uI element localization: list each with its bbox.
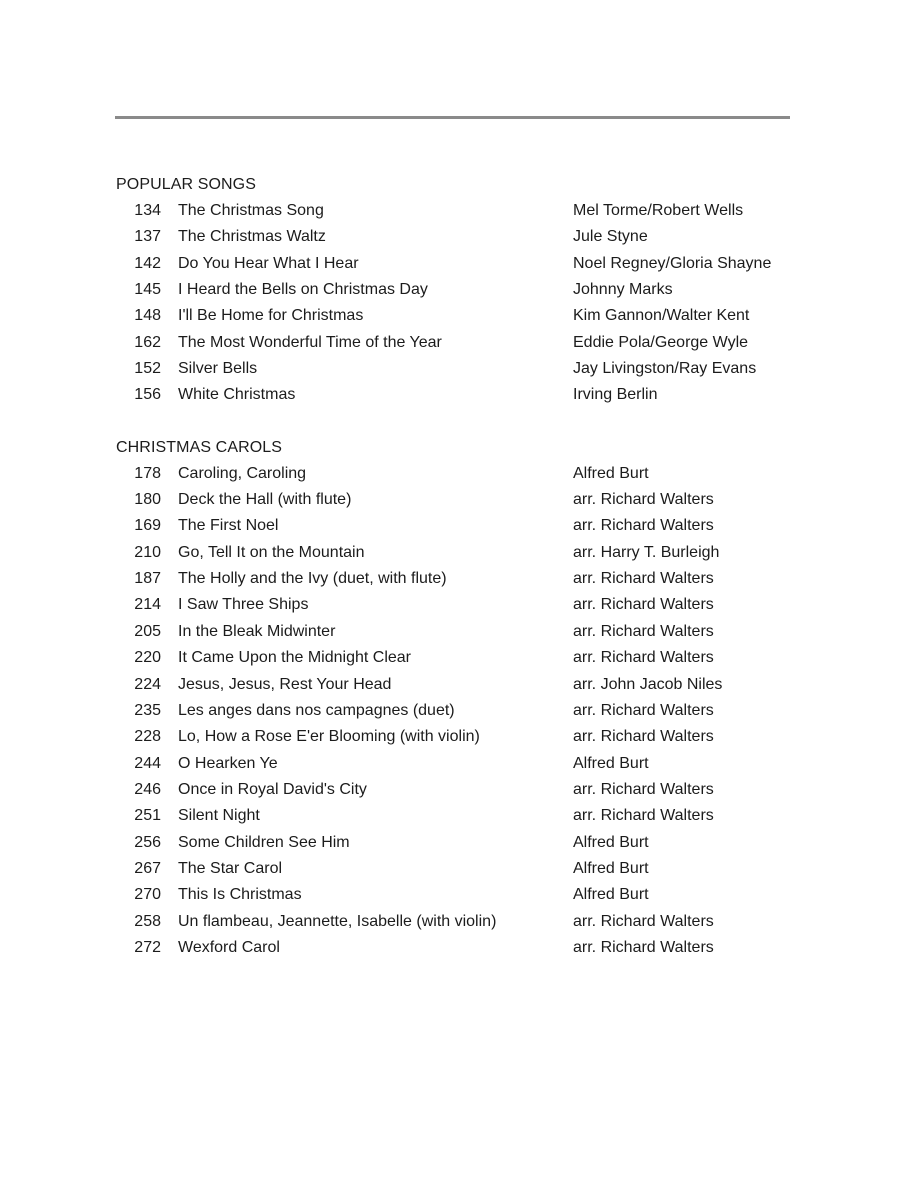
- page-number: 205: [134, 622, 161, 640]
- toc-entry: [116, 672, 806, 698]
- song-title: Jesus, Jesus, Rest Your Head: [178, 675, 392, 693]
- composer-credit: arr. Richard Walters: [573, 491, 714, 509]
- toc-entry: [116, 382, 806, 408]
- toc-entry: [116, 303, 806, 329]
- page-number: 162: [134, 333, 161, 351]
- section-heading: POPULAR SONGS: [116, 176, 257, 193]
- page-number: 169: [134, 517, 161, 535]
- page-number: 137: [134, 228, 161, 246]
- composer-credit: Jay Livingston/Ray Evans: [573, 360, 757, 378]
- toc-entry: [116, 461, 806, 487]
- toc-entry: [116, 724, 806, 750]
- composer-credit: Alfred Burt: [573, 859, 649, 877]
- song-title: I Saw Three Ships: [178, 596, 309, 614]
- song-title: Caroling, Caroling: [178, 464, 307, 482]
- composer-credit: Alfred Burt: [573, 464, 649, 482]
- composer-credit: arr. Richard Walters: [573, 596, 714, 614]
- page-number: 214: [134, 596, 161, 614]
- page-number: 210: [134, 543, 161, 561]
- composer-credit: Alfred Burt: [573, 833, 649, 851]
- song-title: Les anges dans nos campagnes (duet): [178, 701, 455, 719]
- toc-entry: [116, 619, 806, 645]
- composer-credit: arr. Richard Walters: [573, 570, 714, 588]
- composer-credit: arr. Richard Walters: [573, 938, 714, 956]
- page-number: 251: [134, 807, 161, 825]
- composer-credit: arr. Richard Walters: [573, 701, 714, 719]
- song-title: The Christmas Waltz: [178, 228, 326, 246]
- song-title: I Heard the Bells on Christmas Day: [178, 281, 428, 299]
- toc-entry: [116, 566, 806, 592]
- top-divider: [115, 116, 790, 119]
- toc-entry: [116, 882, 806, 908]
- page-number: 134: [134, 202, 161, 219]
- toc-entry: [116, 698, 806, 724]
- composer-credit: Kim Gannon/Walter Kent: [573, 307, 750, 325]
- toc-entry: [116, 803, 806, 829]
- composer-credit: Jule Styne: [573, 228, 648, 246]
- page-number: 145: [134, 281, 161, 299]
- song-title: In the Bleak Midwinter: [178, 622, 336, 640]
- page-number: 142: [134, 254, 161, 272]
- section-popular-songs: [116, 172, 806, 409]
- page-number: 244: [134, 754, 161, 772]
- song-title: Wexford Carol: [178, 938, 280, 956]
- toc-entry: [116, 277, 806, 303]
- composer-credit: Johnny Marks: [573, 281, 673, 299]
- page-number: 187: [134, 570, 161, 588]
- song-title: I'll Be Home for Christmas: [178, 307, 364, 325]
- toc-entry: [116, 935, 806, 961]
- toc-entry: [116, 909, 806, 935]
- toc-entry: [116, 224, 806, 250]
- entry-list: [116, 461, 806, 962]
- section-christmas-carols: [116, 435, 806, 962]
- page-number: 267: [134, 859, 161, 877]
- song-title: White Christmas: [178, 386, 296, 404]
- song-title: Silent Night: [178, 807, 260, 825]
- song-title: Once in Royal David's City: [178, 780, 367, 798]
- page-number: 228: [134, 728, 161, 746]
- song-title: Silver Bells: [178, 360, 258, 378]
- toc-entry: [116, 777, 806, 803]
- entry-list: [116, 198, 806, 409]
- song-title: The Christmas Song: [178, 202, 324, 219]
- page-number: 220: [134, 649, 161, 667]
- table-of-contents: [116, 172, 806, 961]
- toc-entry: [116, 830, 806, 856]
- composer-credit: arr. Richard Walters: [573, 728, 714, 746]
- page-number: 270: [134, 886, 161, 904]
- song-title: The Most Wonderful Time of the Year: [178, 333, 442, 351]
- composer-credit: Mel Torme/Robert Wells: [573, 202, 744, 219]
- page-number: 256: [134, 833, 161, 851]
- composer-credit: arr. Richard Walters: [573, 517, 714, 535]
- composer-credit: Eddie Pola/George Wyle: [573, 333, 749, 351]
- song-title: Go, Tell It on the Mountain: [178, 543, 365, 561]
- song-title: Some Children See Him: [178, 833, 350, 851]
- song-title: The Holly and the Ivy (duet, with flute): [178, 570, 447, 588]
- song-title: It Came Upon the Midnight Clear: [178, 649, 411, 667]
- composer-credit: Noel Regney/Gloria Shayne: [573, 254, 772, 272]
- composer-credit: arr. Richard Walters: [573, 649, 714, 667]
- toc-entry: [116, 513, 806, 539]
- song-title: Lo, How a Rose E'er Blooming (with violin): [178, 728, 480, 746]
- composer-credit: Alfred Burt: [573, 886, 649, 904]
- composer-credit: arr. John Jacob Niles: [573, 675, 723, 693]
- song-title: The First Noel: [178, 517, 279, 535]
- composer-credit: Alfred Burt: [573, 754, 649, 772]
- toc-entry: [116, 330, 806, 356]
- composer-credit: arr. Richard Walters: [573, 912, 714, 930]
- song-title: Deck the Hall (with flute): [178, 491, 352, 509]
- song-title: The Star Carol: [178, 859, 283, 877]
- page-number: 246: [134, 780, 161, 798]
- toc-entry: [116, 198, 806, 224]
- song-title: O Hearken Ye: [178, 754, 278, 772]
- composer-credit: Irving Berlin: [573, 386, 658, 404]
- song-title: This Is Christmas: [178, 886, 302, 904]
- toc-entry: [116, 751, 806, 777]
- toc-entry: [116, 645, 806, 671]
- composer-credit: arr. Harry T. Burleigh: [573, 543, 720, 561]
- page-number: 148: [134, 307, 161, 325]
- toc-entry: [116, 592, 806, 618]
- composer-credit: arr. Richard Walters: [573, 780, 714, 798]
- song-title: Do You Hear What I Hear: [178, 254, 359, 272]
- page-number: 156: [134, 386, 161, 404]
- page-number: 258: [134, 912, 161, 930]
- page-number: 152: [134, 360, 161, 378]
- toc-entry: [116, 356, 806, 382]
- composer-credit: arr. Richard Walters: [573, 622, 714, 640]
- page-number: 180: [134, 491, 161, 509]
- section-heading: CHRISTMAS CAROLS: [116, 438, 283, 456]
- page-number: 272: [134, 938, 161, 956]
- page-number: 178: [134, 464, 161, 482]
- song-title: Un flambeau, Jeannette, Isabelle (with violin): [178, 912, 497, 930]
- page-number: 235: [134, 701, 161, 719]
- toc-entry: [116, 856, 806, 882]
- page-number: 224: [134, 675, 161, 693]
- toc-entry: [116, 251, 806, 277]
- toc-entry: [116, 487, 806, 513]
- toc-entry: [116, 540, 806, 566]
- composer-credit: arr. Richard Walters: [573, 807, 714, 825]
